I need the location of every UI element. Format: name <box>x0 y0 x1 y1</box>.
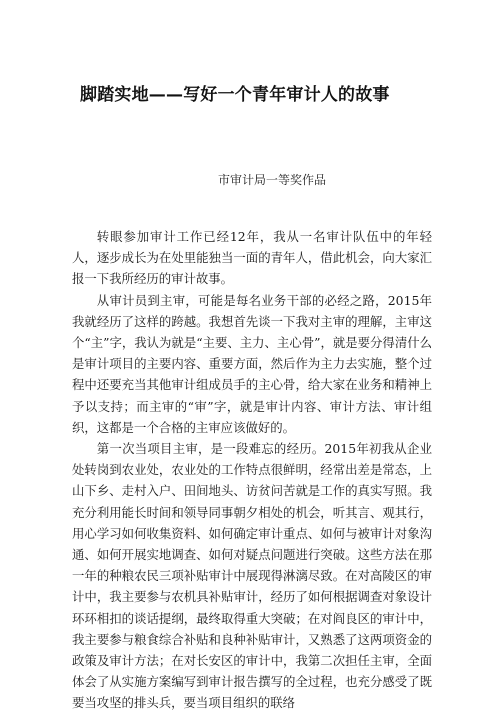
body-paragraph: 第一次当项目主审，是一段难忘的经历。2015年初我从企业处转岗到农业处，农业处的工作特点很鲜明，经常出差是常态，上山下乡、走村入户、田间地头、访贫问苦就是工作的真实写照。我充分利用能长时间和领导同事朝夕相处的机会，听其言、观其行，用心学习如何收集资料、如何确定审计重点、如何与被审计对象沟通、如何开展实地调查、如何对疑点问题进行突破。这些方法在那一年的种粮农民三项补贴审计中展现得淋漓尽致。在对高陵区的审计中，我主要参与农机具补贴审计，经历了如何根据调查对象设计环环相扣的谈话提纲，最终取得重大突破；在对阎良区的审计中，我主要参与粮食综合补贴和良种补贴审计，又熟悉了这两项资金的政策及审计方法；在对长安区的审计中，我第二次担任主审，全面体会了从实施方案编写到审计报告撰写的全过程，也充分感受了既要当攻坚的排头兵，要当项目组织的联络 <box>72 441 432 711</box>
document-body <box>72 226 432 714</box>
document-byline: 市审计局一等奖作品 <box>217 173 326 187</box>
body-paragraph: 转眼参加审计工作已经12年，我从一名审计队伍中的年轻人，逐步成长为在处里能独当一面的青年人，借此机会，向大家汇报一下我所经历的审计故事。 <box>72 229 432 287</box>
document-title: 脚踏实地——写好一个青年审计人的故事 <box>80 85 390 105</box>
body-paragraph: 从审计员到主审，可能是每名业务干部的必经之路，2015年我就经历了这样的跨越。我想首先谈一下我对主审的理解，主审这个“主”字，我认为就是“主要、主力、主心骨”，就是要分得清什么是审计项目的主要内容、重要方面，然后作为主力去实施，整个过程中还要充当其他审计组成员手的主心骨，给大家在业务和精神上予以支持；而主审的“审”字，就是审计内容、审计方法、审计组织，这都是一个合格的主审应该做好的。 <box>72 292 432 435</box>
